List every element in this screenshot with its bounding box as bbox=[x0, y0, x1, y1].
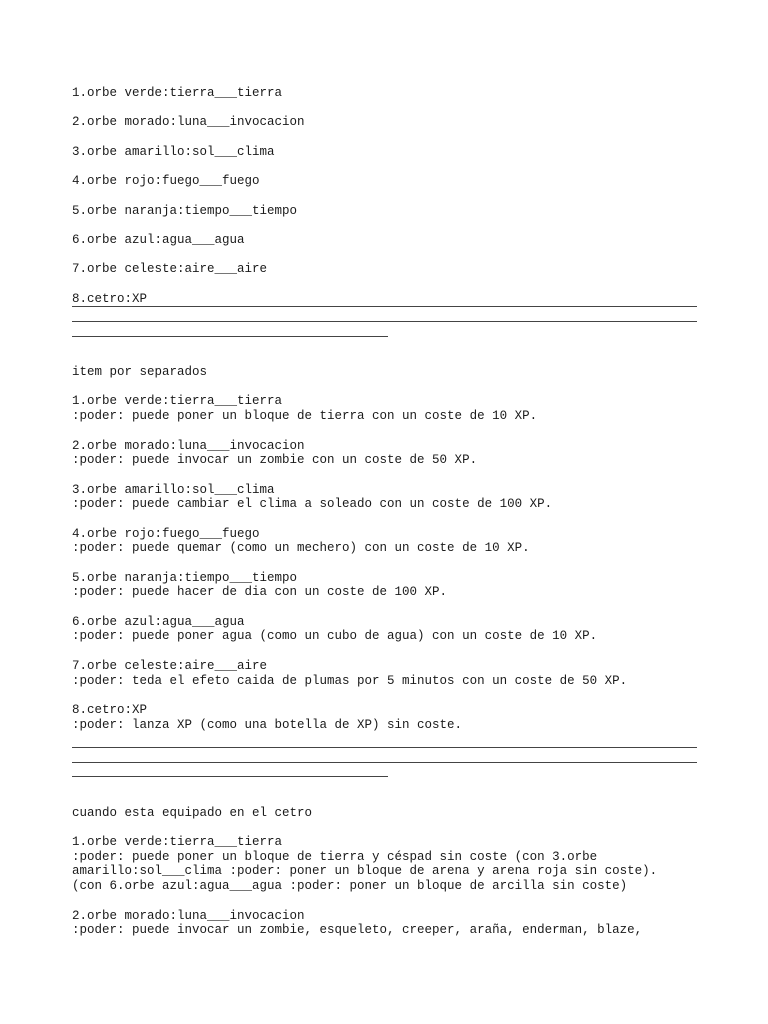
list-item: 7.orbe celeste:aire___aire bbox=[72, 262, 268, 277]
item-power: :poder: puede cambiar el clima a soleado con un coste de 100 XP. bbox=[72, 497, 553, 512]
item-name: 8.cetro:XP bbox=[72, 702, 148, 717]
item-name: 5.orbe naranja:tiempo___tiempo bbox=[72, 570, 298, 585]
item-name: 7.orbe celeste:aire___aire bbox=[72, 658, 268, 673]
list-item: 1.orbe verde:tierra___tierra bbox=[72, 86, 283, 100]
list-item: 6.orbe azul:agua___agua bbox=[72, 232, 245, 247]
item-power: :poder: puede hacer de dia con un coste de 100 XP. bbox=[72, 585, 448, 600]
item-power: :poder: puede invocar un zombie, esqueleto, creeper, araña, enderman, blaze, bbox=[72, 923, 643, 938]
equipped-item-1 bbox=[72, 835, 712, 894]
item-name: 1.orbe verde:tierra___tierra bbox=[72, 835, 283, 850]
item-power: :poder: puede poner agua (como un cubo de agua) con un coste de 10 XP. bbox=[72, 629, 598, 644]
item-power: :poder: puede invocar un zombie con un coste de 50 XP. bbox=[72, 453, 478, 468]
item-power-continued: amarillo:sol___clima :poder: poner un bloque de arena y arena roja sin coste). bbox=[72, 864, 658, 879]
divider-line bbox=[72, 321, 697, 336]
section-heading: item por separados bbox=[72, 365, 208, 380]
equipped-item-2 bbox=[72, 909, 712, 938]
item-name: 3.orbe amarillo:sol___clima bbox=[72, 482, 275, 497]
item-power: :poder: puede quemar (como un mechero) con un coste de 10 XP. bbox=[72, 541, 530, 556]
item-power: :poder: lanza XP (como una botella de XP) sin coste. bbox=[72, 717, 463, 732]
separate-items-list bbox=[72, 394, 712, 732]
orbs-list bbox=[72, 86, 712, 306]
divider-line bbox=[72, 336, 388, 351]
divider-line bbox=[72, 776, 388, 791]
item-power-continued: (con 6.orbe azul:agua___agua :poder: poner un bloque de arcilla sin coste) bbox=[72, 879, 628, 894]
divider-line bbox=[72, 306, 697, 321]
item-name: 2.orbe morado:luna___invocacion bbox=[72, 438, 305, 453]
divider-line bbox=[72, 747, 697, 762]
item-name: 2.orbe morado:luna___invocacion bbox=[72, 908, 305, 923]
list-item: 8.cetro:XP bbox=[72, 291, 148, 306]
list-item: 3.orbe amarillo:sol___clima bbox=[72, 144, 275, 159]
list-item: 2.orbe morado:luna___invocacion bbox=[72, 115, 305, 130]
list-item: 4.orbe rojo:fuego___fuego bbox=[72, 174, 260, 189]
section-heading: cuando esta equipado en el cetro bbox=[72, 805, 313, 820]
document-page bbox=[72, 86, 712, 938]
item-name: 1.orbe verde:tierra___tierra bbox=[72, 394, 283, 409]
divider-line bbox=[72, 762, 697, 777]
list-item: 5.orbe naranja:tiempo___tiempo bbox=[72, 203, 298, 218]
item-power: :poder: puede poner un bloque de tierra con un coste de 10 XP. bbox=[72, 409, 538, 424]
item-power: :poder: teda el efeto caida de plumas por 5 minutos con un coste de 50 XP. bbox=[72, 673, 628, 688]
item-name: 6.orbe azul:agua___agua bbox=[72, 614, 245, 629]
item-name: 4.orbe rojo:fuego___fuego bbox=[72, 526, 260, 541]
item-power: :poder: puede poner un bloque de tierra y céspad sin coste (con 3.orbe bbox=[72, 849, 598, 864]
